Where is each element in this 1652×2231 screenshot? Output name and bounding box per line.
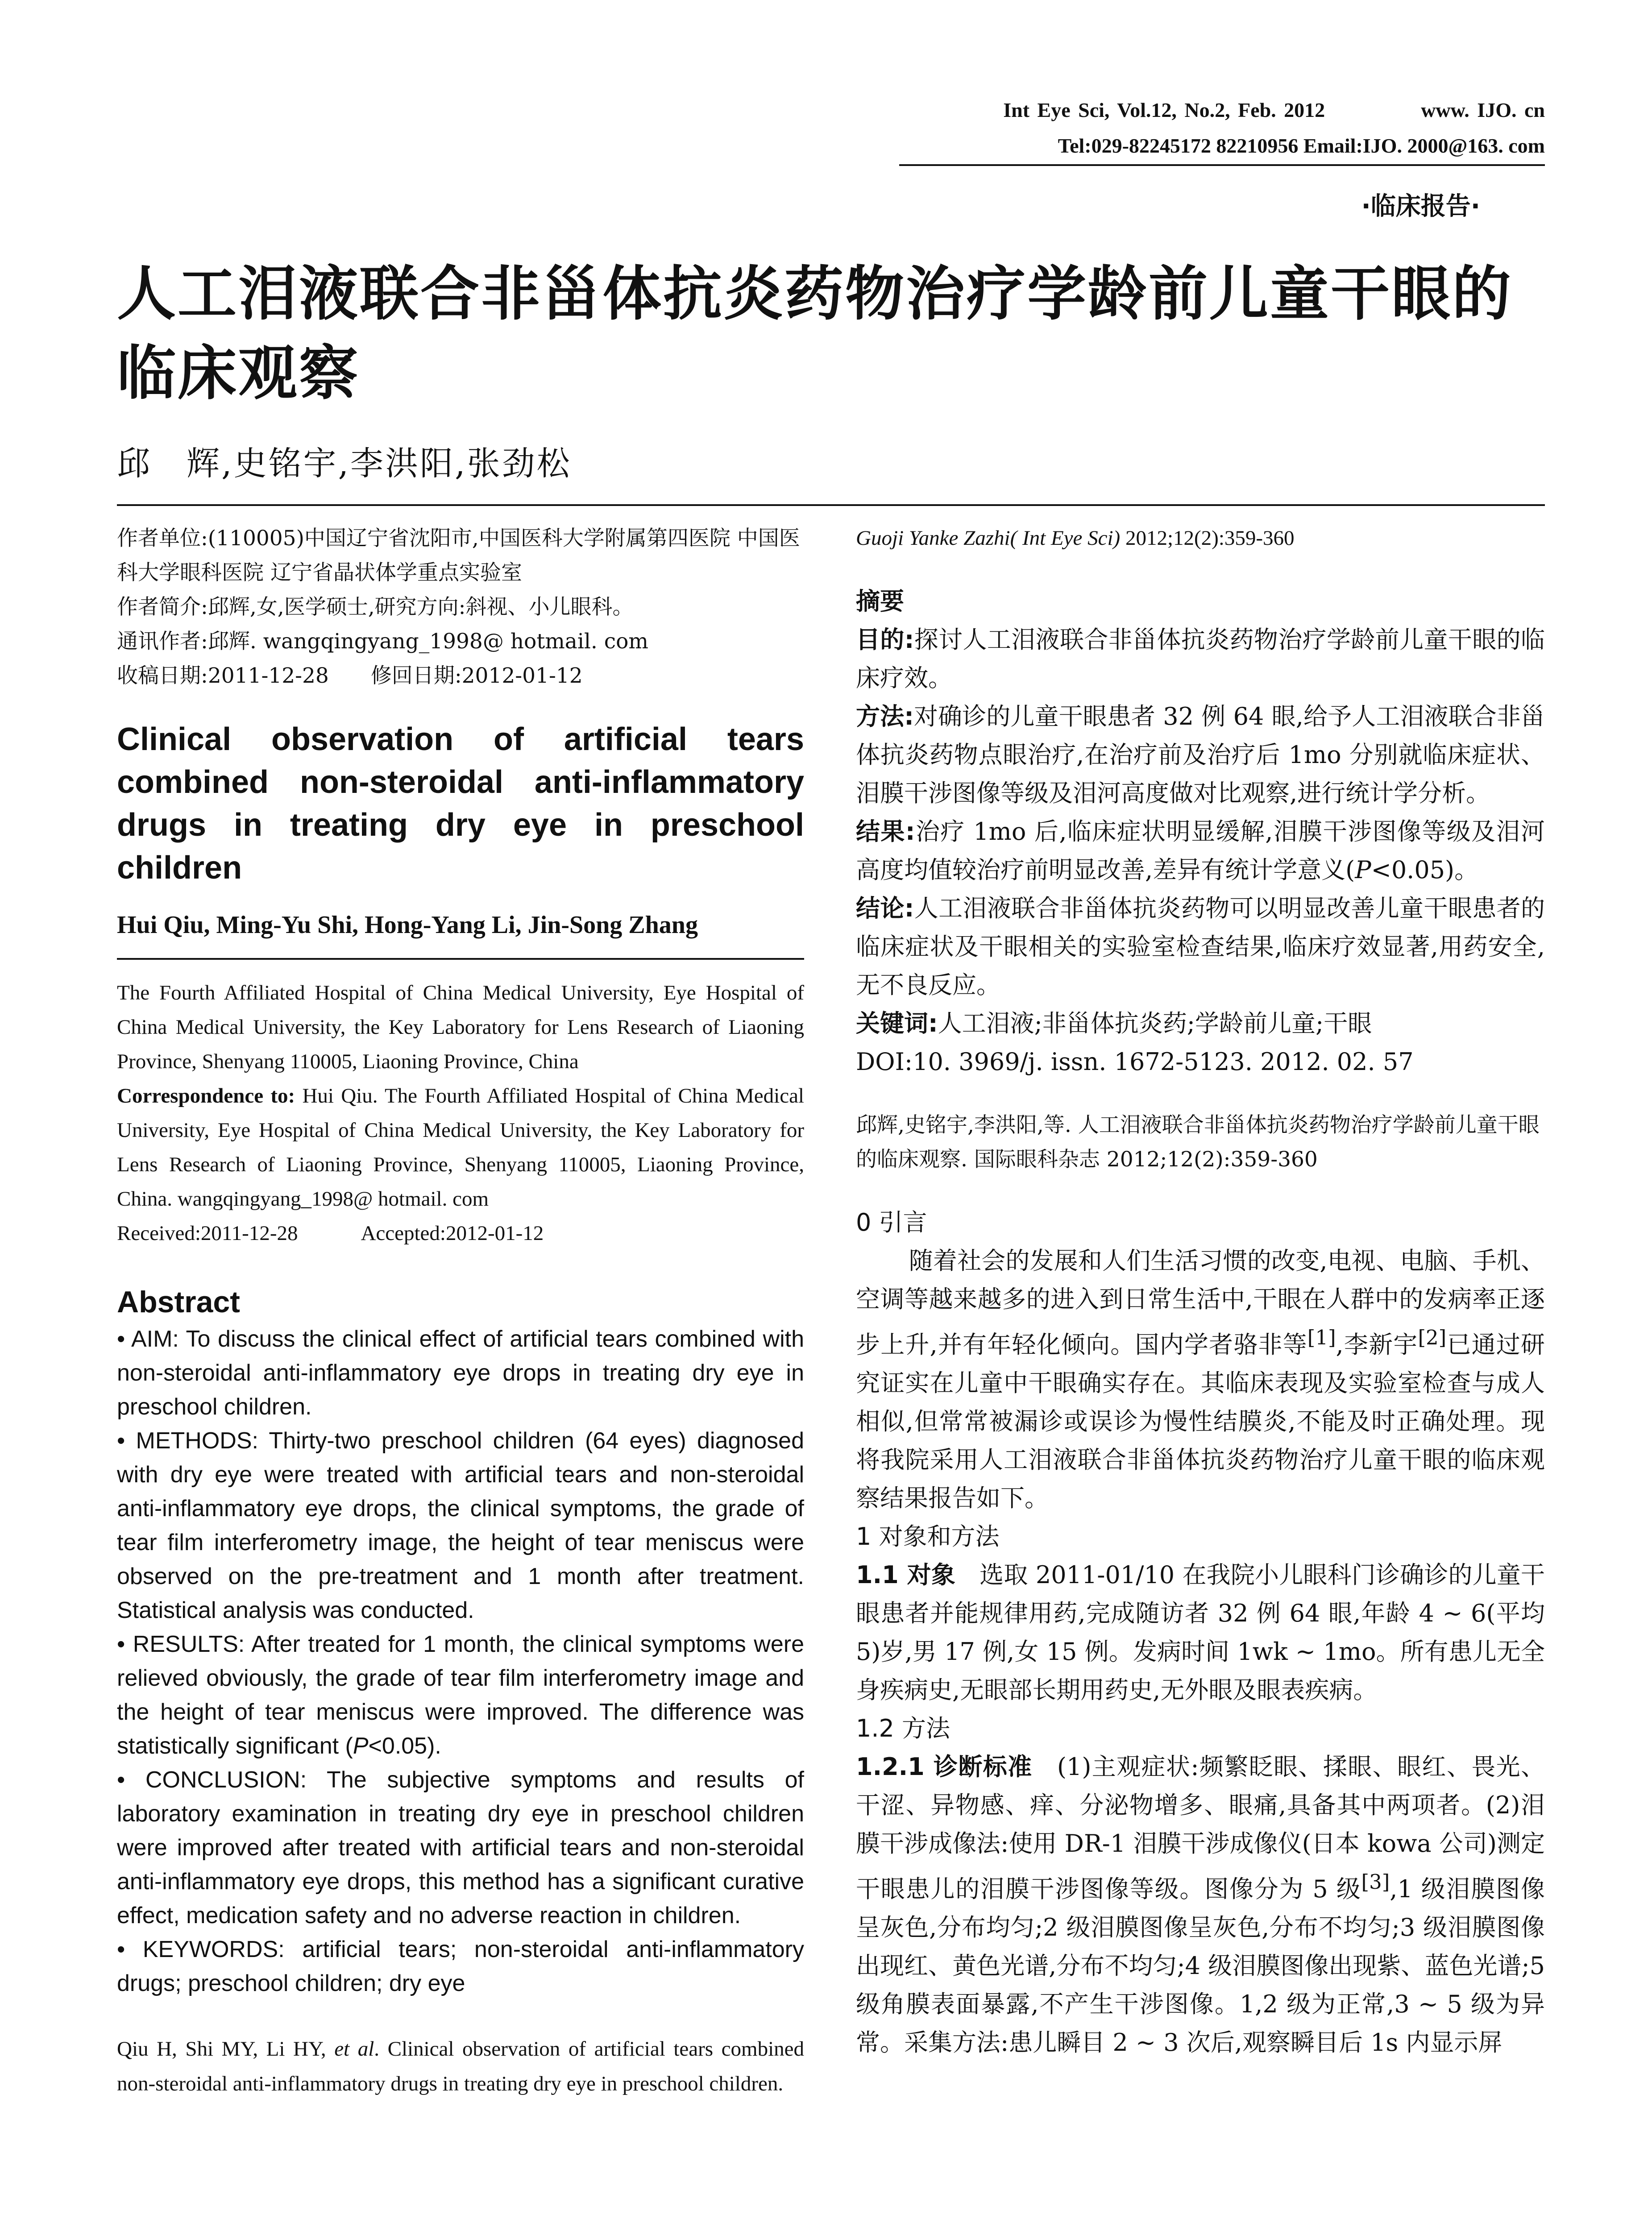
section-1-2-1-text-2: ,1 级泪膜图像呈灰色,分布均匀;2 级泪膜图像呈灰色,分布不均匀;3 级泪膜图像出现红、黄色光谱,分布不均匀;4 级泪膜图像出现紫、蓝色光谱;5 级角膜表面暴露,不产生干涉图像。1,2 级为正常,3 ~ 5 级为异常。采集方法:患儿瞬目 2 ~ 3 次后,观察瞬目后 1s 内显示屏 <box>856 1875 1545 2057</box>
intro-text-1: 随着社会的发展和人们生活习惯的改变,电视、电脑、手机、空调等越来越多的进入到日常生活中,干眼在人群中的发病率正逐步上升,并有年轻化倾向。国内学者骆非等 <box>856 1247 1545 1359</box>
right-column <box>856 521 1545 2062</box>
p-symbol-en: P <box>353 1733 369 1759</box>
authors-cn: 邱 辉,史铭宇,李洪阳,张劲松 <box>117 444 572 483</box>
article-title-cn: 人工泪液联合非甾体抗炎药物治疗学龄前儿童干眼的临床观察 <box>117 260 1513 408</box>
doi: DOI:10. 3969/j. issn. 1672-5123. 2012. 02. 57 <box>856 1048 1414 1076</box>
abstract-keywords-cn <box>856 1004 1545 1043</box>
citation-title: . Clinical observation of artificial tears combined non-steroidal anti-inflammatory drugs in treating dry eye in preschool children. <box>117 2037 805 2095</box>
section-1-2-1-label: 1.2.1 诊断标准 <box>856 1753 1033 1781</box>
methods-text-cn: 对确诊的儿童干眼患者 32 例 64 眼,给予人工泪液联合非甾体抗炎药物点眼治疗,在治疗前及治疗后 1mo 分别就临床症状、泪膜干涉图像等级及泪河高度做对比观察,进行统计学分析。 <box>856 702 1545 807</box>
abstract-conclusion-en: • CONCLUSION: The subjective symptoms and results of laboratory examination in treating dry eye in preschool children were improved after treated with artificial tears and non-steroidal anti-inflammatory eye drops, this method has a significant curative effect, medication safety and no adverse reaction in children. <box>117 1767 804 1928</box>
section-1-1-label: 1.1 对象 <box>856 1561 955 1589</box>
affiliation-cn: 作者单位:(110005)中国辽宁省沈阳市,中国医科大学附属第四医院 中国医科大学眼科医院 辽宁省晶状体学重点实验室 <box>117 526 800 585</box>
correspondence-en <box>117 1079 804 1216</box>
section-1-2-heading: 1.2 方法 <box>856 1714 951 1742</box>
author-bio-cn: 作者简介:邱辉,女,医学硕士,研究方向:斜视、小儿眼科。 <box>117 595 634 619</box>
section-1-2-1 <box>856 1748 1545 2062</box>
received-accepted-en: Received:2011-12-28 Accepted:2012-01-12 <box>117 1222 544 1245</box>
left-column <box>117 521 804 2101</box>
intro-text-3: 已通过研究证实在儿童中干眼确实存在。其临床表现及实验室检查与成人相似,但常常被漏诊或误诊为慢性结膜炎,不能及时正确处理。现将我院采用人工泪液联合非甾体抗炎药物治疗儿童干眼的临床观察结果报告如下。 <box>856 1331 1545 1512</box>
aim-label-cn: 目的: <box>856 626 914 654</box>
reference-3: [3] <box>1361 1870 1390 1894</box>
section-label: ·临床报告· <box>1361 192 1480 221</box>
methods-heading: 1 对象和方法 <box>856 1522 1000 1551</box>
abstract-heading-cn: 摘要 <box>856 587 904 615</box>
article-title-en: Clinical observation of artificial tears combined non-steroidal anti-inflammatory drugs in treating dry eye in preschool children <box>117 722 804 886</box>
intro-heading: 0 引言 <box>856 1208 927 1236</box>
reference-1: [1] <box>1307 1326 1336 1349</box>
results-label-cn: 结果: <box>856 817 915 846</box>
citation-en-continued <box>856 521 1545 556</box>
results-end-cn: <0.05)。 <box>1371 856 1479 884</box>
header-divider <box>899 164 1545 166</box>
abstract-methods-en: • METHODS: Thirty-two preschool children (64 eyes) diagnosed with dry eye were treated with artificial tears and non-steroidal anti-inflammatory eye drops, the clinical symptoms, the grade of tear film interferometry image, the height of tear meniscus were observed on the pre-treatment and 1 month after treatment. Statistical analysis was conducted. <box>117 1428 804 1623</box>
abstract-results-cn <box>856 813 1545 889</box>
journal-info-line <box>1003 98 1545 122</box>
corresponding-author-cn: 通讯作者:邱辉. wangqingyang_1998@ hotmail. com <box>117 629 648 654</box>
dates-cn: 收稿日期:2011-12-28 修回日期:2012-01-12 <box>117 663 583 688</box>
journal-website: www. IJO. cn <box>1421 99 1545 121</box>
citation-cn: 邱辉,史铭宇,李洪阳,等. 人工泪液联合非甾体抗炎药物治疗学龄前儿童干眼的临床观察. 国际眼科杂志 2012;12(2):359-360 <box>856 1113 1540 1172</box>
citation-journal: Guoji Yanke Zazhi( Int Eye Sci) <box>856 527 1121 550</box>
aim-text-cn: 探讨人工泪液联合非甾体抗炎药物治疗学龄前儿童干眼的临床疗效。 <box>856 626 1545 692</box>
section-1-2-1-text-1: (1)主观症状:频繁眨眼、揉眼、眼红、畏光、干涩、异物感、痒、分泌物增多、眼痛,具备其中两项者。(2)泪膜干涉成像法:使用 DR-1 泪膜干涉成像仪(日本 kowa 公司)测定干眼患儿的泪膜干涉图像等级。图像分为 5 级 <box>856 1753 1545 1903</box>
abstract-aim-en: • AIM: To discuss the clinical effect of artificial tears combined with non-steroidal anti-inflammatory eye drops in treating dry eye in preschool children. <box>117 1326 804 1420</box>
section-1-1-text: 选取 2011-01/10 在我院小儿眼科门诊确诊的儿童干眼患者并能规律用药,完成随访者 32 例 64 眼,年龄 4 ~ 6(平均 5)岁,男 17 例,女 15 例。发病时间 1wk ~ 1mo。所有患儿无全身疾病史,无眼部长期用药史,无外眼及眼表疾病。 <box>856 1561 1545 1704</box>
authors-divider <box>117 958 804 960</box>
abstract-aim-cn <box>856 621 1545 697</box>
journal-contact: Tel:029-82245172 82210956 Email:IJO. 2000@163. com <box>1058 134 1545 157</box>
journal-citation-info: Int Eye Sci, Vol.12, No.2, Feb. 2012 <box>1003 99 1325 121</box>
reference-2: [2] <box>1418 1326 1447 1349</box>
intro-paragraph <box>856 1242 1545 1518</box>
section-1-1 <box>856 1556 1545 1709</box>
correspondence-text: Hui Qiu. The Fourth Affiliated Hospital of China Medical University, Eye Hospital of China Medical University, the Key Laboratory for Lens Research of Liaoning Province, Shenyang 110005, Liaoning Province, China. wangqingyang_1998@ hotmail. com <box>117 1084 804 1211</box>
methods-label-cn: 方法: <box>856 702 914 730</box>
correspondence-label: Correspondence to: <box>117 1084 295 1107</box>
results-text-cn: 治疗 1mo 后,临床症状明显缓解,泪膜干涉图像等级及泪河高度均值较治疗前明显改善,差异有统计学意义( <box>856 817 1545 884</box>
p-symbol-cn: P <box>1355 856 1371 884</box>
abstract-conclusion-cn <box>856 889 1545 1004</box>
intro-text-2: ,李新宇 <box>1336 1331 1418 1359</box>
conclusion-label-cn: 结论: <box>856 894 914 922</box>
affiliation-en: The Fourth Affiliated Hospital of China Medical University, Eye Hospital of China Medical University, the Key Laboratory for Lens Research of Liaoning Province, Shenyang 110005, Liaoning Province, China <box>117 981 804 1073</box>
citation-en <box>117 2032 804 2101</box>
conclusion-text-cn: 人工泪液联合非甾体抗炎药物可以明显改善儿童干眼患者的临床症状及干眼相关的实验室检查结果,临床疗效显著,用药安全,无不良反应。 <box>856 894 1545 999</box>
abstract-results-en <box>117 1627 804 1763</box>
results-end-en: <0.05). <box>368 1733 441 1759</box>
citation-volume: 2012;12(2):359-360 <box>1120 527 1295 550</box>
abstract-methods-cn <box>856 697 1545 813</box>
title-divider <box>117 504 1545 506</box>
results-text-en: • RESULTS: After treated for 1 month, the clinical symptoms were relieved obviously, the grade of tear film interferometry image and the height of tear meniscus were improved. The difference was statistically significant ( <box>117 1631 804 1759</box>
citation-etal: et al <box>334 2037 374 2061</box>
abstract-heading-en: Abstract <box>117 1285 240 1319</box>
citation-authors: Qiu H, Shi MY, Li HY, <box>117 2037 335 2061</box>
keywords-label-cn: 关键词: <box>856 1009 938 1037</box>
authors-en: Hui Qiu, Ming-Yu Shi, Hong-Yang Li, Jin-Song Zhang <box>117 911 698 939</box>
keywords-text-cn: 人工泪液;非甾体抗炎药;学龄前儿童;干眼 <box>938 1009 1372 1037</box>
abstract-keywords-en: • KEYWORDS: artificial tears; non-steroidal anti-inflammatory drugs; preschool children; dry eye <box>117 1937 804 1996</box>
